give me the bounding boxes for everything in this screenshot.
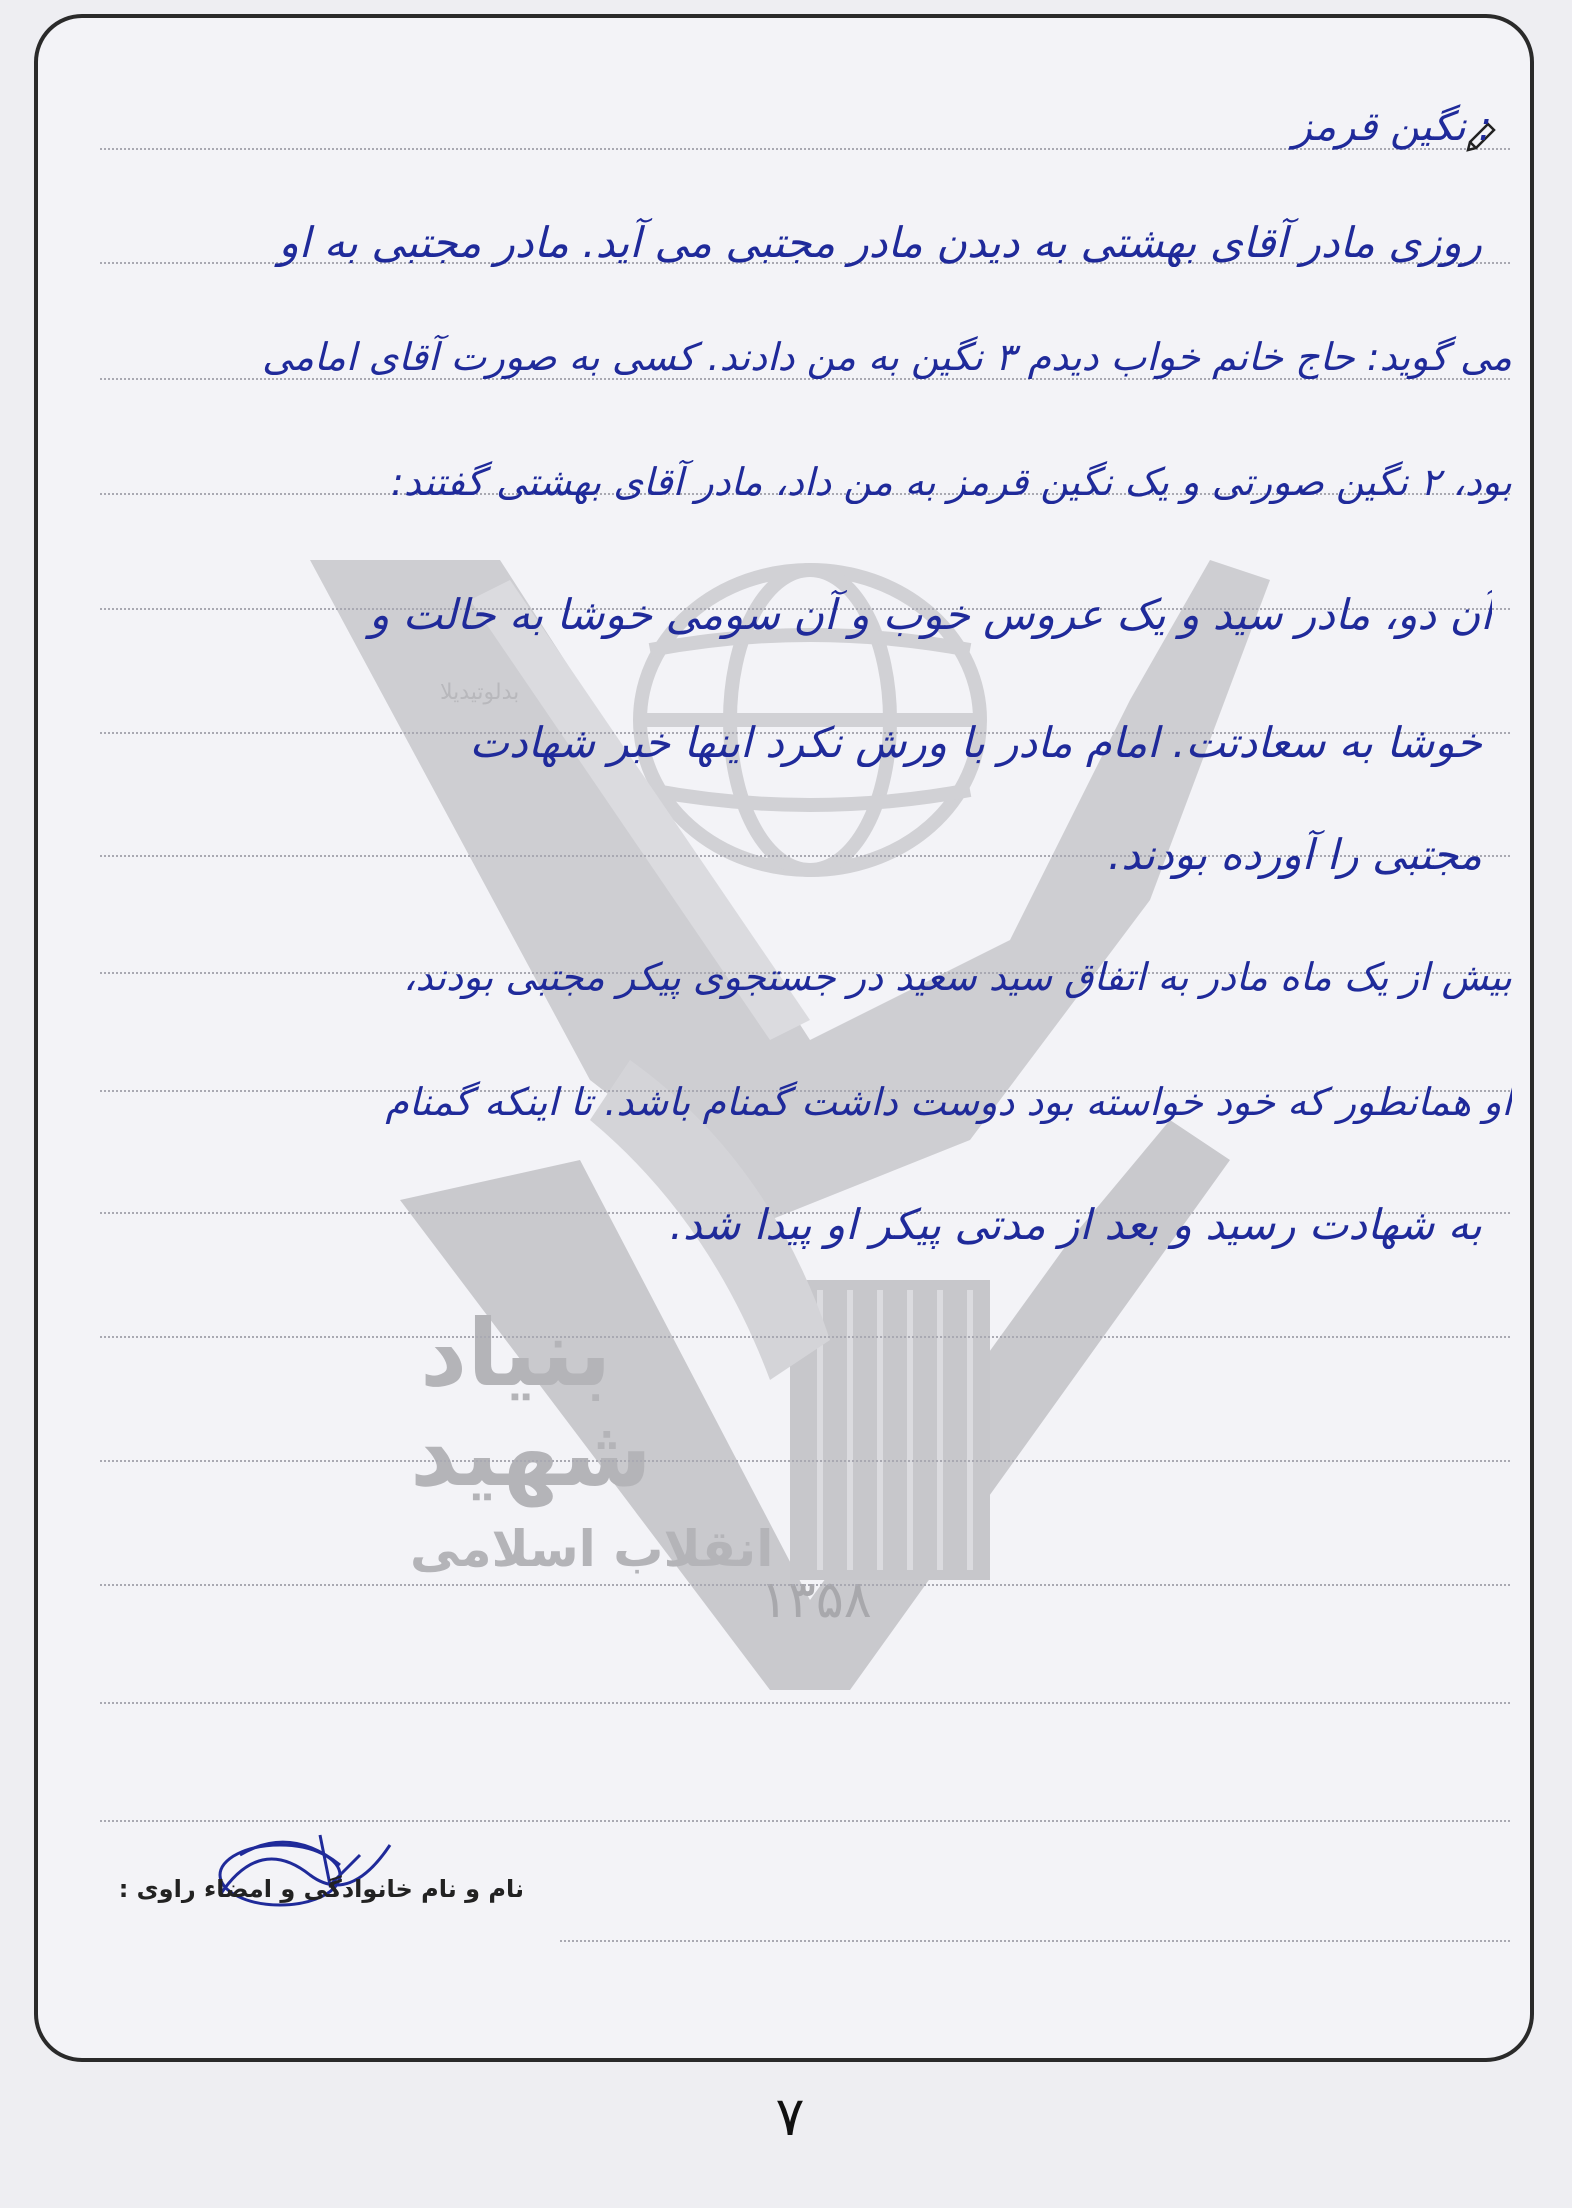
rule-line: [100, 1460, 1510, 1462]
body-line-5: خوشا به سعادتت. امام مادر با ورش نکرد اینها خبر شهادت: [469, 718, 1482, 767]
body-line-4: آن دو، مادر سید و یک عروس خوب و آن سومی خوشا به حالت و: [369, 590, 1492, 639]
watermark-shahid: شهید: [410, 1400, 652, 1507]
page-number: ۷: [775, 2085, 805, 2148]
watermark-enqelab-eslami: انقلاب اسلامی: [410, 1520, 774, 1578]
body-line-6: مجتبی را آورده بودند.: [1107, 830, 1482, 879]
narrator-signature-label: نام و نام خانوادگی و امضاء راوی :: [118, 1875, 524, 1903]
body-line-7: بیش از یک ماه مادر به اتفاق سید سعید در جستجوی پیکر مجتبی بودند،: [403, 955, 1512, 999]
body-line-8: او همانطور که خود خواسته بود دوست داشت گمنام باشد. تا اینکه گمنام: [385, 1080, 1512, 1124]
story-title: : نگین قرمز: [1292, 104, 1492, 150]
body-line-1: روزی مادر آقای بهشتی به دیدن مادر مجتبی می آید. مادر مجتبی به او: [278, 218, 1482, 267]
rule-line: [100, 1702, 1510, 1704]
watermark-arc-text: بدلوتیدیلا: [440, 680, 520, 705]
signature-rule-line: [560, 1940, 1510, 1942]
narrator-signature: [200, 1815, 420, 1925]
body-line-2: می گوید: حاج خانم خواب دیدم ۳ نگین به من دادند. کسی به صورت آقای امامی: [261, 335, 1512, 379]
body-line-9: به شهادت رسید و بعد از مدتی پیکر او پیدا شد.: [669, 1200, 1482, 1249]
rule-line: [100, 1336, 1510, 1338]
watermark-year: ۱۳۵۸: [760, 1570, 872, 1630]
body-line-3: بود، ۲ نگین صورتی و یک نگین قرمز به من داد، مادر آقای بهشتی گفتند:: [390, 460, 1512, 504]
watermark-bonyad: بنیاد: [420, 1300, 612, 1407]
rule-line: [100, 1584, 1510, 1586]
